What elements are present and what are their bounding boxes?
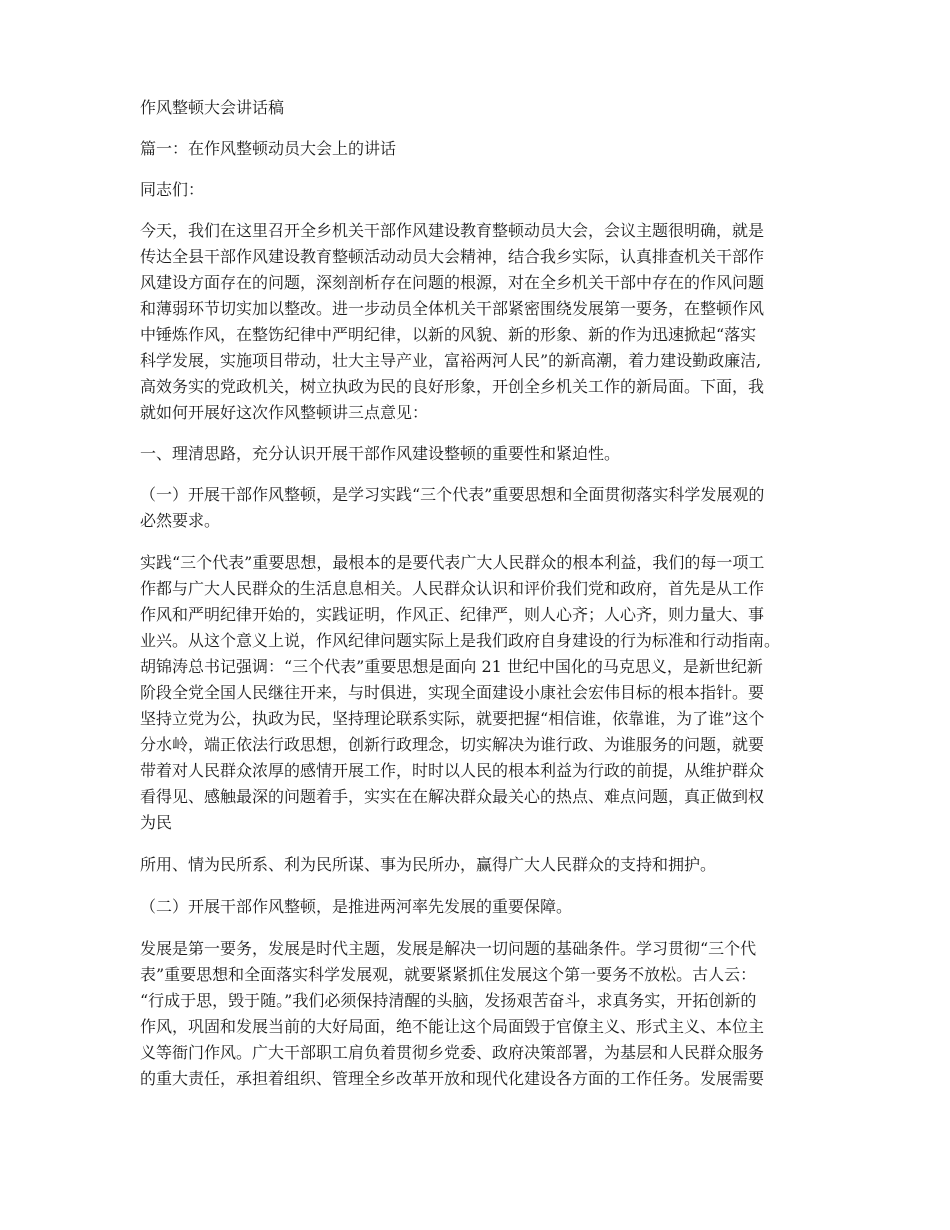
- text-line: 分水岭，端正依法行政思想，创新行政理念，切实解决为谁行政、为谁服务的问题，就要: [140, 735, 765, 754]
- text-line: 看得见、感触最深的问题着手，实实在在解决群众最关心的热点、难点问题，真正做到权: [140, 787, 765, 806]
- text-line: 业兴。从这个意义上说，作风纪律问题实际上是我们政府自身建设的行为标准和行动指南。: [140, 631, 781, 650]
- text-line: “行成于思，毁于随。”我们必须保持清醒的头脑，发扬艰苦奋斗，求真务实，开拓创新的: [140, 991, 757, 1010]
- document-body: [140, 96, 822, 1108]
- text-line: 中锤炼作风，在整饬纪律中严明纪律，以新的风貌、新的形象、新的作为迅速掀起“落实: [140, 325, 757, 344]
- text-line: 坚持立党为公，执政为民，坚持理论联系实际，就要把握“相信谁，依靠谁，为了谁”这个: [140, 709, 765, 728]
- section-heading-1: [140, 442, 822, 466]
- heading-text: 一、理清思路，充分认识开展干部作风建设整顿的重要性和紧迫性。: [140, 444, 621, 463]
- text-line: 阶段全党全国人民继往开来，与时俱进，实现全面建设小康社会宏伟目标的根本指针。要: [140, 683, 765, 702]
- text-line: 高效务实的党政机关，树立执政为民的良好形象，开创全乡机关工作的新局面。下面，我: [140, 377, 765, 396]
- paragraph-serve-people: [140, 852, 822, 878]
- text-line: 作风，巩固和发展当前的大好局面，绝不能让这个局面毁于官僚主义、形式主义、本位主: [140, 1017, 765, 1036]
- text-line: 风建设方面存在的问题，深刻剖析存在问题的根源，对在全乡机关干部中存在的作风问题: [140, 273, 765, 292]
- text-line: （一）开展干部作风整顿，是学习实践“三个代表”重要思想和全面贯彻落实科学发展观的: [140, 485, 765, 504]
- text-line: 表”重要思想和全面落实科学发展观，就要紧紧抓住发展这个第一要务不放松。古人云：: [140, 965, 757, 984]
- text-line: 的重大责任，承担着组织、管理全乡改革开放和现代化建设各方面的工作任务。发展需要: [140, 1069, 765, 1088]
- greeting: 同志们：: [140, 180, 205, 199]
- text-line: 所用、情为民所系、利为民所谋、事为民所办，赢得广大人民群众的支持和拥护。: [140, 855, 717, 874]
- document-subtitle: 篇一：在作风整顿动员大会上的讲话: [140, 139, 397, 158]
- text-line: 实践“三个代表”重要思想，最根本的是要代表广大人民群众的根本利益，我们的每一项工: [140, 553, 765, 572]
- text-line: （二）开展干部作风整顿，是推进两河率先发展的重要保障。: [140, 897, 573, 916]
- text-line: 义等衙门作风。广大干部职工肩负着贯彻乡党委、政府决策部署，为基层和人民群众服务: [140, 1043, 765, 1062]
- text-line: 和薄弱环节切实加以整改。进一步动员全体机关干部紧密围绕发展第一要务，在整顿作风: [140, 299, 765, 318]
- text-line: 传达全县干部作风建设教育整顿活动动员大会精神，结合我乡实际，认真排查机关干部作: [140, 247, 765, 266]
- document-title: 作风整顿大会讲话稿: [140, 98, 285, 117]
- text-line: 作风和严明纪律开始的，实践证明，作风正、纪律严，则人心齐；人心齐，则力量大、事: [140, 605, 765, 624]
- text-line: 作都与广大人民群众的生活息息相关。人民群众认识和评价我们党和政府，首先是从工作: [140, 579, 765, 598]
- subsection-heading-1: [140, 482, 822, 534]
- paragraph-intro: [140, 218, 822, 426]
- text-line: 为民: [140, 813, 173, 832]
- text-line: 今天，我们在这里召开全乡机关干部作风建设教育整顿动员大会，会议主题很明确，就是: [140, 221, 765, 240]
- text-line: 科学发展，实施项目带动，壮大主导产业，富裕两河人民”的新高潮，着力建设勤政廉洁,: [140, 351, 762, 370]
- text-line: 带着对人民群众浓厚的感情开展工作，时时以人民的根本利益为行政的前提，从维护群众: [140, 761, 765, 780]
- subsection-heading-2: [140, 894, 822, 920]
- paragraph-development: [140, 936, 822, 1092]
- text-line: 必然要求。: [140, 511, 221, 530]
- text-line: 胡锦涛总书记强调：“三个代表”重要思想是面向 21 世纪中国化的马克思义，是新世纪新: [140, 657, 763, 676]
- text-line: 发展是第一要务，发展是时代主题，发展是解决一切问题的基础条件。学习贯彻“三个代: [140, 939, 757, 958]
- paragraph-three-represents: [140, 550, 822, 836]
- text-line: 就如何开展好这次作风整顿讲三点意见：: [140, 403, 429, 422]
